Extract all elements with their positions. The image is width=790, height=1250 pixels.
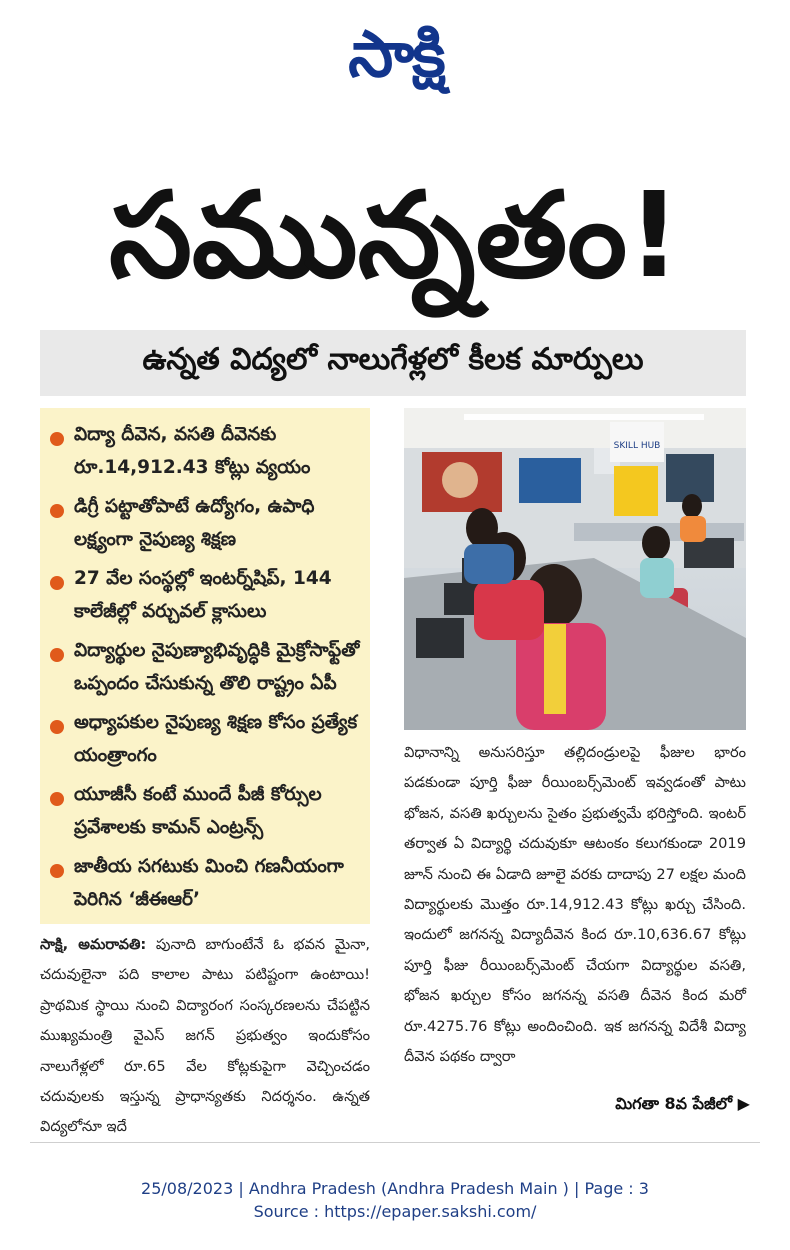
article-text-left: పునాది బాగుంటేనే ఓ భవన మైనా, చదువులైనా పది కాలాల పాటు పటిష్టంగా ఉంటాయి! ప్రాథమిక స్థాయి నుంచి విద్యారంగ సంస్కరణలను చేపట్టిన ముఖ్యమంత్రి వైఎస్ జగన్ ప్రభుత్వం ఇందుకోసం నాలుగేళ్లలో రూ.65 వేల కోట్లకుపైగా వెచ్చించడం చదువులకు ఇస్తున్న ప్రాధాన్యతకు నిదర్శనం. ఉన్నత విద్యలోనూ ఇదే xyxy=(40,936,370,1136)
highlight-text: 27 వేల సంస్థల్లో ఇంటర్న్‌షిప్, 144 కాలేజీల్లో వర్చువల్ క్లాసులు xyxy=(74,568,332,622)
highlight-text: అధ్యాపకుల నైపుణ్య శిక్షణ కోసం ప్రత్యేక యంత్రాంగం xyxy=(74,712,358,766)
highlight-item xyxy=(50,490,362,556)
masthead-logo: సాక్షి xyxy=(348,17,444,92)
news-photo xyxy=(404,408,746,730)
continued-on-page-link[interactable]: మిగతా 8వ పేజీలో ▶ xyxy=(615,1094,750,1113)
bullet-icon xyxy=(50,432,64,446)
article-body-left xyxy=(40,930,370,1140)
headline: సమున్నతం! xyxy=(109,166,681,304)
highlight-item xyxy=(50,562,362,628)
bullet-icon xyxy=(50,576,64,590)
classroom-photo-illustration xyxy=(404,408,746,730)
subheadline: ఉన్నత విద్యలో నాలుగేళ్లలో కీలక మార్పులు xyxy=(40,330,746,396)
highlight-text: యూజీసీ కంటే ముందే పీజీ కోర్సుల ప్రవేశాలకు కామన్ ఎంట్రన్స్ xyxy=(74,784,322,838)
bullet-icon xyxy=(50,720,64,734)
highlight-item xyxy=(50,850,362,916)
bullet-icon xyxy=(50,864,64,878)
highlight-item xyxy=(50,706,362,772)
footer-divider xyxy=(30,1142,760,1143)
footer-date-edition: 25/08/2023 | Andhra Pradesh (Andhra Pradesh Main ) | Page : 3 xyxy=(141,1179,649,1198)
bullet-icon xyxy=(50,504,64,518)
highlight-text: డిగ్రీ పట్టాతోపాటే ఉద్యోగం, ఉపాధి లక్ష్యంగా నైపుణ్య శిక్షణ xyxy=(74,496,315,550)
highlight-item xyxy=(50,418,362,484)
article-text-right: విధానాన్ని అనుసరిస్తూ తల్లిదండ్రులపై ఫీజుల భారం పడకుండా పూర్తి ఫీజు రీయింబర్స్‌మెంట్ ఇవ్వడంతో పాటు భోజన, వసతి ఖర్చులను సైతం ప్రభుత్వమే భరిస్తోంది. ఇంటర్ తర్వాత ఏ విద్యార్థి చదువుకూ ఆటంకం కలుగకుండా 2019 జూన్ నుంచి ఈ ఏడాది జూలై వరకు దాదాపు 27 లక్షల మంది విద్యార్థులకు మొత్తం రూ.14,912.43 కోట్లు ఖర్చు చేసింది. ఇందులో జగనన్న విద్యాదీవెన కింద రూ.10,636.67 కోట్లు పూర్తి ఫీజు రీయింబర్స్‌మెంట్ చేయగా విద్యార్థుల వసతి, భోజన ఖర్చుల కోసం జగనన్న వసతి దీవెన కింద మరో రూ.4275.76 కోట్లు అందించింది. ఇక జగనన్న విదేశీ విద్యా దీవెన పథకం ద్వారా xyxy=(404,744,746,1066)
bullet-icon xyxy=(50,792,64,806)
highlights-box xyxy=(40,408,370,924)
bullet-icon xyxy=(50,648,64,662)
highlight-item xyxy=(50,634,362,700)
footer-source: Source : https://epaper.sakshi.com/ xyxy=(253,1202,537,1221)
highlight-text: విద్యార్థుల నైపుణ్యాభివృద్ధికి మైక్రోసాఫ్ట్‌తో ఒప్పందం చేసుకున్న తొలి రాష్ట్రం ఏపీ xyxy=(74,640,360,694)
article-body-right xyxy=(404,738,746,1088)
highlight-item xyxy=(50,778,362,844)
highlight-text: జాతీయ సగటుకు మించి గణనీయంగా పెరిగిన ‘జీఈఆర్’ xyxy=(74,856,344,910)
highlight-text: విద్యా దీవెన, వసతి దీవెనకు రూ.14,912.43 కోట్లు వ్యయం xyxy=(74,424,311,478)
signage-text: SKILL HUB xyxy=(613,441,661,451)
dateline: సాక్షి, అమరావతి: xyxy=(40,936,147,953)
